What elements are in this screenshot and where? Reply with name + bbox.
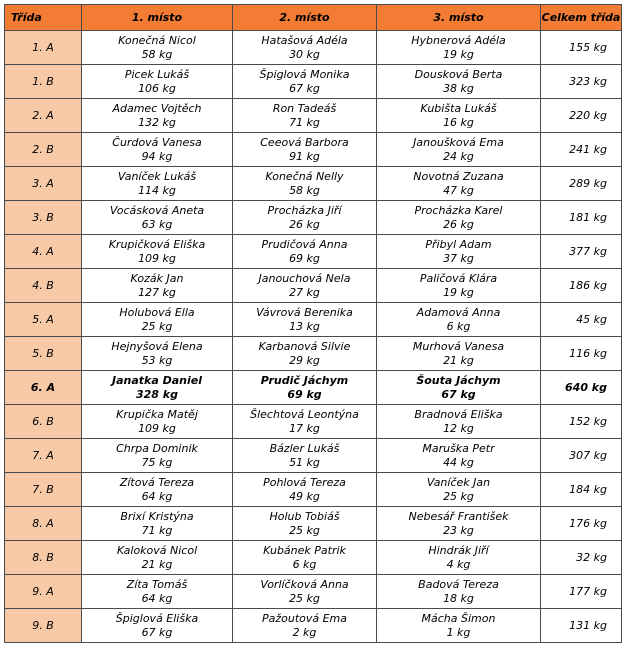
student-weight: 25 kg	[443, 489, 474, 503]
place-1-cell	[82, 371, 233, 405]
table-row	[5, 371, 622, 405]
place-2-cell	[233, 439, 377, 473]
student-name: Mácha Šimon	[421, 611, 496, 625]
student-weight: 47 kg	[443, 183, 474, 197]
table-row	[5, 473, 622, 507]
place-2-cell	[233, 473, 377, 507]
student-weight: 71 kg	[141, 523, 173, 537]
class-total-cell: 377 kg	[541, 235, 622, 269]
student-name: Chrpa Dominik	[116, 441, 198, 455]
student-weight: 71 kg	[289, 115, 320, 129]
place-3-cell	[377, 167, 541, 201]
student-weight: 16 kg	[443, 115, 474, 129]
place-3-cell	[377, 371, 541, 405]
student-name: Holubová Ella	[119, 305, 195, 319]
table-row	[5, 303, 622, 337]
header-third-place: 3. místo	[377, 5, 541, 31]
place-3-cell	[377, 541, 541, 575]
student-name: Špiglová Monika	[259, 67, 350, 81]
student-name: Prudičová Anna	[261, 237, 348, 251]
place-1-cell	[82, 473, 233, 507]
class-cell: 6. B	[5, 405, 82, 439]
student-name: Murhová Vanesa	[412, 339, 505, 353]
place-1-cell	[82, 201, 233, 235]
student-name: Maruška Petr	[422, 441, 495, 455]
student-weight: 23 kg	[443, 523, 474, 537]
student-name: Prudič Jáchym	[260, 373, 349, 387]
class-total-cell: 181 kg	[541, 201, 622, 235]
class-total-cell: 152 kg	[541, 405, 622, 439]
place-2-cell	[233, 337, 377, 371]
student-weight: 114 kg	[138, 183, 176, 197]
student-name: Konečná Nicol	[118, 33, 196, 47]
student-name: Procházka Jiří	[267, 203, 342, 217]
student-name: Šlechtová Leontýna	[250, 407, 359, 421]
place-3-cell	[377, 473, 541, 507]
student-weight: 51 kg	[289, 455, 320, 469]
table-row	[5, 167, 622, 201]
student-name: Hejnyšová Elena	[111, 339, 203, 353]
class-cell: 3. A	[5, 167, 82, 201]
place-3-cell	[377, 99, 541, 133]
place-3-cell	[377, 575, 541, 609]
table-body	[5, 31, 622, 643]
class-cell: 2. B	[5, 133, 82, 167]
class-cell: 1. A	[5, 31, 82, 65]
student-name: Procházka Karel	[414, 203, 503, 217]
place-2-cell	[233, 65, 377, 99]
table-row	[5, 31, 622, 65]
header-second-place: 2. místo	[233, 5, 377, 31]
place-2-cell	[233, 235, 377, 269]
place-1-cell	[82, 303, 233, 337]
student-name: Vaníček Lukáš	[117, 169, 197, 183]
place-1-cell	[82, 609, 233, 643]
place-1-cell	[82, 575, 233, 609]
student-weight: 25 kg	[289, 591, 320, 605]
place-3-cell	[377, 133, 541, 167]
class-total-cell: 131 kg	[541, 609, 622, 643]
student-name: Karbanová Silvie	[258, 339, 351, 353]
class-total-cell: 640 kg	[541, 371, 622, 405]
student-name: Badová Tereza	[418, 577, 499, 591]
class-total-cell: 220 kg	[541, 99, 622, 133]
student-name: Vorlíčková Anna	[260, 577, 349, 591]
place-1-cell	[82, 405, 233, 439]
student-name: Bázler Lukáš	[269, 441, 340, 455]
place-3-cell	[377, 303, 541, 337]
place-1-cell	[82, 541, 233, 575]
place-1-cell	[82, 167, 233, 201]
student-name: Novotná Zuzana	[413, 169, 504, 183]
results-table	[4, 4, 622, 643]
student-name: Hatašová Adéla	[261, 33, 348, 47]
student-weight: 58 kg	[141, 47, 173, 61]
student-weight: 26 kg	[289, 217, 320, 231]
student-name: Špiglová Eliška	[115, 611, 199, 625]
table-row	[5, 133, 622, 167]
student-name: Paličová Klára	[419, 271, 498, 285]
place-2-cell	[233, 575, 377, 609]
place-2-cell	[233, 99, 377, 133]
student-name: Pohlová Tereza	[263, 475, 346, 489]
table-row	[5, 439, 622, 473]
class-total-cell: 289 kg	[541, 167, 622, 201]
place-2-cell	[233, 201, 377, 235]
header-first-place: 1. místo	[82, 5, 233, 31]
place-2-cell	[233, 31, 377, 65]
student-weight: 24 kg	[443, 149, 474, 163]
place-2-cell	[233, 405, 377, 439]
table-row	[5, 337, 622, 371]
place-3-cell	[377, 507, 541, 541]
student-name: Kozák Jan	[130, 271, 184, 285]
student-name: Vávrová Berenika	[256, 305, 353, 319]
student-name: Čurdová Vanesa	[112, 135, 202, 149]
student-weight: 53 kg	[141, 353, 173, 367]
header-class: Třída	[5, 5, 82, 31]
student-name: Dousková Berta	[414, 67, 503, 81]
student-weight: 18 kg	[443, 591, 474, 605]
student-weight: 69 kg	[287, 387, 322, 401]
student-name: Krupičková Eliška	[108, 237, 206, 251]
student-weight: 29 kg	[289, 353, 320, 367]
class-total-cell: 307 kg	[541, 439, 622, 473]
place-3-cell	[377, 235, 541, 269]
class-cell: 1. B	[5, 65, 82, 99]
student-weight: 38 kg	[443, 81, 474, 95]
class-cell: 9. A	[5, 575, 82, 609]
class-total-cell: 155 kg	[541, 31, 622, 65]
student-weight: 19 kg	[443, 47, 474, 61]
place-1-cell	[82, 337, 233, 371]
student-name: Zíta Tomáš	[126, 577, 188, 591]
class-total-cell: 184 kg	[541, 473, 622, 507]
student-name: Adamec Vojtěch	[112, 101, 202, 115]
class-cell: 2. A	[5, 99, 82, 133]
student-weight: 67 kg	[141, 625, 173, 639]
place-3-cell	[377, 439, 541, 473]
place-3-cell	[377, 65, 541, 99]
place-3-cell	[377, 337, 541, 371]
place-3-cell	[377, 31, 541, 65]
student-name: Šouta Jáchym	[416, 373, 501, 387]
student-name: Brixí Kristýna	[120, 509, 194, 523]
student-weight: 25 kg	[141, 319, 173, 333]
table-row	[5, 201, 622, 235]
class-total-cell: 241 kg	[541, 133, 622, 167]
class-total-cell: 186 kg	[541, 269, 622, 303]
student-name: Adamová Anna	[416, 305, 501, 319]
place-3-cell	[377, 269, 541, 303]
place-2-cell	[233, 269, 377, 303]
student-weight: 69 kg	[289, 251, 320, 265]
student-weight: 26 kg	[443, 217, 474, 231]
student-weight: 12 kg	[443, 421, 474, 435]
place-2-cell	[233, 609, 377, 643]
student-name: Ron Tadeáš	[272, 101, 337, 115]
student-name: Nebesář František	[408, 509, 509, 523]
table-row	[5, 65, 622, 99]
student-weight: 25 kg	[289, 523, 320, 537]
results-table-wrapper	[4, 4, 622, 643]
student-weight: 75 kg	[141, 455, 173, 469]
place-1-cell	[82, 65, 233, 99]
student-name: Janoušková Ema	[413, 135, 504, 149]
student-weight: 4 kg	[446, 557, 471, 571]
student-name: Přibyl Adam	[425, 237, 492, 251]
student-weight: 37 kg	[443, 251, 474, 265]
student-name: Kaloková Nicol	[116, 543, 198, 557]
class-total-cell: 32 kg	[541, 541, 622, 575]
student-weight: 17 kg	[289, 421, 320, 435]
class-cell: 5. B	[5, 337, 82, 371]
table-row	[5, 99, 622, 133]
header-class-total: Celkem třída	[541, 5, 622, 31]
place-1-cell	[82, 235, 233, 269]
student-name: Janatka Daniel	[112, 373, 202, 387]
class-cell: 5. A	[5, 303, 82, 337]
table-row	[5, 609, 622, 643]
student-weight: 67 kg	[289, 81, 320, 95]
student-weight: 127 kg	[138, 285, 176, 299]
student-name: Vaníček Jan	[426, 475, 491, 489]
student-weight: 2 kg	[292, 625, 317, 639]
class-total-cell: 176 kg	[541, 507, 622, 541]
student-name: Konečná Nelly	[265, 169, 344, 183]
place-2-cell	[233, 167, 377, 201]
student-weight: 63 kg	[141, 217, 173, 231]
student-name: Ceeová Barbora	[260, 135, 349, 149]
student-weight: 6 kg	[292, 557, 317, 571]
student-weight: 106 kg	[138, 81, 176, 95]
student-name: Picek Lukáš	[124, 67, 190, 81]
student-weight: 67 kg	[441, 387, 476, 401]
class-total-cell: 45 kg	[541, 303, 622, 337]
student-weight: 91 kg	[289, 149, 320, 163]
table-row	[5, 541, 622, 575]
place-2-cell	[233, 133, 377, 167]
class-cell: 9. B	[5, 609, 82, 643]
place-2-cell	[233, 507, 377, 541]
table-row	[5, 269, 622, 303]
place-1-cell	[82, 269, 233, 303]
place-1-cell	[82, 439, 233, 473]
class-cell: 4. A	[5, 235, 82, 269]
class-total-cell: 116 kg	[541, 337, 622, 371]
table-row	[5, 235, 622, 269]
student-name: Vocásková Aneta	[109, 203, 205, 217]
place-3-cell	[377, 609, 541, 643]
student-weight: 49 kg	[289, 489, 320, 503]
place-1-cell	[82, 31, 233, 65]
student-weight: 1 kg	[446, 625, 471, 639]
student-weight: 328 kg	[136, 387, 178, 401]
table-header-row	[5, 5, 622, 31]
table-row	[5, 405, 622, 439]
student-name: Pažoutová Ema	[261, 611, 348, 625]
place-2-cell	[233, 371, 377, 405]
student-weight: 6 kg	[446, 319, 471, 333]
table-row	[5, 575, 622, 609]
student-weight: 109 kg	[138, 421, 176, 435]
place-1-cell	[82, 133, 233, 167]
student-weight: 27 kg	[289, 285, 320, 299]
table-row	[5, 507, 622, 541]
student-weight: 21 kg	[141, 557, 173, 571]
place-3-cell	[377, 405, 541, 439]
student-weight: 58 kg	[289, 183, 320, 197]
class-cell: 8. B	[5, 541, 82, 575]
student-name: Hindrák Jiří	[428, 543, 489, 557]
class-cell: 8. A	[5, 507, 82, 541]
place-2-cell	[233, 303, 377, 337]
student-weight: 13 kg	[289, 319, 320, 333]
class-total-cell: 177 kg	[541, 575, 622, 609]
student-weight: 30 kg	[289, 47, 320, 61]
student-name: Bradnová Eliška	[414, 407, 503, 421]
class-cell: 7. B	[5, 473, 82, 507]
student-name: Kubišta Lukáš	[420, 101, 497, 115]
class-cell: 7. A	[5, 439, 82, 473]
place-1-cell	[82, 507, 233, 541]
student-weight: 44 kg	[443, 455, 474, 469]
student-name: Kubánek Patrik	[263, 543, 346, 557]
place-1-cell	[82, 99, 233, 133]
student-weight: 94 kg	[141, 149, 173, 163]
place-2-cell	[233, 541, 377, 575]
place-3-cell	[377, 201, 541, 235]
student-name: Janouchová Nela	[258, 271, 351, 285]
student-name: Zítová Tereza	[119, 475, 195, 489]
class-cell: 4. B	[5, 269, 82, 303]
class-cell: 6. A	[5, 371, 82, 405]
class-cell: 3. B	[5, 201, 82, 235]
student-weight: 21 kg	[443, 353, 474, 367]
class-total-cell: 323 kg	[541, 65, 622, 99]
student-weight: 109 kg	[138, 251, 176, 265]
student-weight: 64 kg	[141, 591, 173, 605]
student-name: Hybnerová Adéla	[411, 33, 506, 47]
student-weight: 64 kg	[141, 489, 173, 503]
student-name: Holub Tobiáš	[269, 509, 340, 523]
student-weight: 132 kg	[138, 115, 176, 129]
student-weight: 19 kg	[443, 285, 474, 299]
student-name: Krupička Matěj	[116, 407, 198, 421]
